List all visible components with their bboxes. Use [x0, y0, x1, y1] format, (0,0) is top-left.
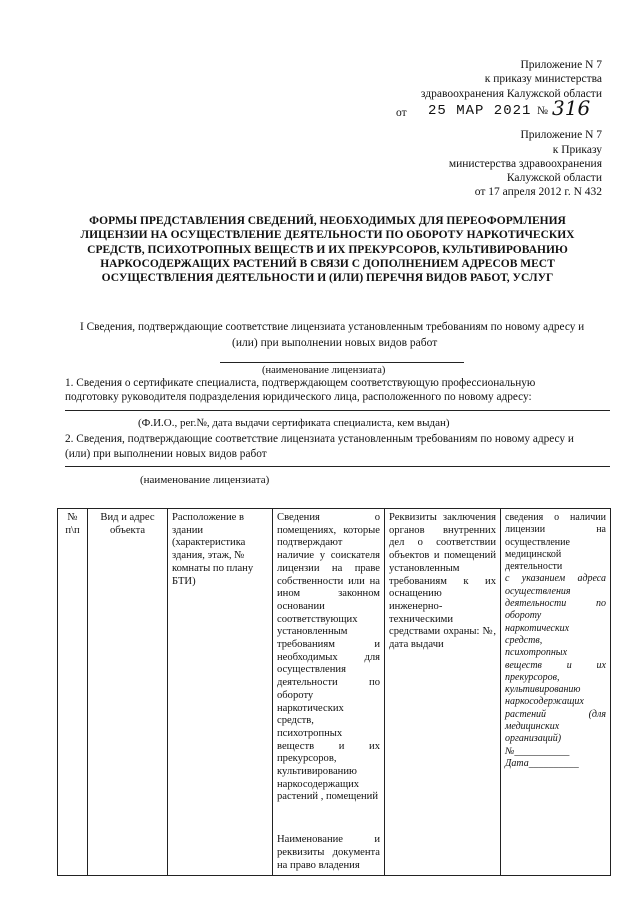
medical-license-main: сведения о наличии лицензии на осуществление медицинской деятельности: [505, 512, 606, 573]
item2-line1: 2. Сведения, подтверждающие соответствие лицензиата установленным требованиям по новому адресу и: [65, 433, 574, 445]
section1-line2: (или) при выполнении новых видов работ: [232, 337, 438, 349]
appendix-original-line5: от 17 апреля 2012 г. N 432: [474, 186, 602, 198]
section1-line1: I Сведения, подтверждающие соответствие лицензиата установленным требованиям по новому адресу и: [80, 321, 585, 333]
appendix-current-line3: здравоохранения Калужской области: [420, 88, 602, 100]
item1-line1: 1. Сведения о сертификате специалиста, подтверждающем соответствующую профессиональную: [65, 377, 536, 389]
col-location-in-building: Расположение в здании (характеристика здания, этаж, № комнаты по плану БТИ): [168, 509, 273, 876]
appendix-current-line1: Приложение N 7: [520, 59, 602, 71]
col-object-type-address: Вид и адрес объекта: [88, 509, 168, 876]
number-label: №: [537, 105, 548, 117]
document-title: ФОРМЫ ПРЕДСТАВЛЕНИЯ СВЕДЕНИЙ, НЕОБХОДИМЫХ ДЛЯ ПЕРЕОФОРМЛЕНИЯ ЛИЦЕНЗИИ НА ОСУЩЕСТВЛЕНИЕ ДЕЯТЕЛЬНОСТИ ПО ОБОРОТУ НАРКОТИЧЕСКИХ СРЕДСТВ, ПСИХОТРОПНЫХ ВЕЩЕСТВ И ИХ ПРЕКУРСОРОВ, КУЛЬТИВИРОВАНИЮ НАРКОСОДЕРЖАЩИХ РАСТЕНИЙ В СВЯЗИ С ДОПОЛНЕНИЕМ АДРЕСОВ МЕСТ ОСУЩЕСТВЛЕНИЯ ДЕЯТЕЛЬНОСТИ И (ИЛИ) ПЕРЕЧНЯ ВИДОВ РАБОТ, УСЛУГ: [80, 215, 575, 285]
item1-caption: (Ф.И.О., рег.№, дата выдачи сертификата специалиста, кем выдан): [138, 417, 450, 429]
appendix-original-line2: к Приказу: [552, 144, 602, 156]
appendix-original-line3: министерства здравоохранения: [448, 158, 602, 170]
col-police-conclusion: Реквизиты заключения органов внутренних дел о соответствии объектов и помещений установленным требованиям к их оснащению инженерно-техническими средствами охраны: №, дата выдачи: [385, 509, 501, 876]
certificate-fill-line: [65, 410, 610, 411]
date-stamp: 25 МАР 2021: [428, 103, 532, 119]
medical-license-number: №___________: [505, 745, 570, 757]
table-header-row: [58, 509, 611, 876]
medical-license-date: Дата__________: [505, 757, 579, 769]
premises-ownership-document: Наименование и реквизиты документа на право владения: [277, 834, 380, 871]
premises-table: [57, 508, 611, 876]
licensee-fill-line-1: [220, 362, 464, 363]
appendix-original-line1: Приложение N 7: [520, 129, 602, 141]
item1-line2: подготовку руководителя подразделения юридического лица, расположенного по новому адресу:: [65, 391, 532, 403]
item2-line2: (или) при выполнении новых видов работ: [65, 448, 267, 460]
appendix-current-line2: к приказу министерства: [484, 73, 602, 85]
col-premises-info: [273, 509, 385, 876]
handwritten-number: 316: [552, 96, 591, 120]
from-label: от: [396, 107, 407, 119]
medical-license-details: с указанием адреса осуществления деятельности по обороту наркотических средств, психотропных веществ и их прекурсоров, культивированию наркосодержащих растений (для медицинских организаций): [505, 573, 606, 745]
premises-info-main: Сведения о помещениях, которые подтверждают наличие у соискателя лицензии на праве собственности или на ином законном основании соответствующих установленным требованиям и необходимых для осуществления деятельности по обороту наркотических средств, психотропных веществ и их прекурсоров, культивированию наркосодержащих растений , помещений: [277, 512, 380, 803]
section1-caption: (наименование лицензиата): [262, 365, 386, 376]
appendix-original-line4: Калужской области: [506, 172, 602, 184]
col-number: № п\п: [58, 509, 88, 876]
licensee-fill-line-2: [65, 466, 610, 467]
item2-caption: (наименование лицензиата): [140, 474, 270, 486]
col-medical-license: [501, 509, 611, 876]
